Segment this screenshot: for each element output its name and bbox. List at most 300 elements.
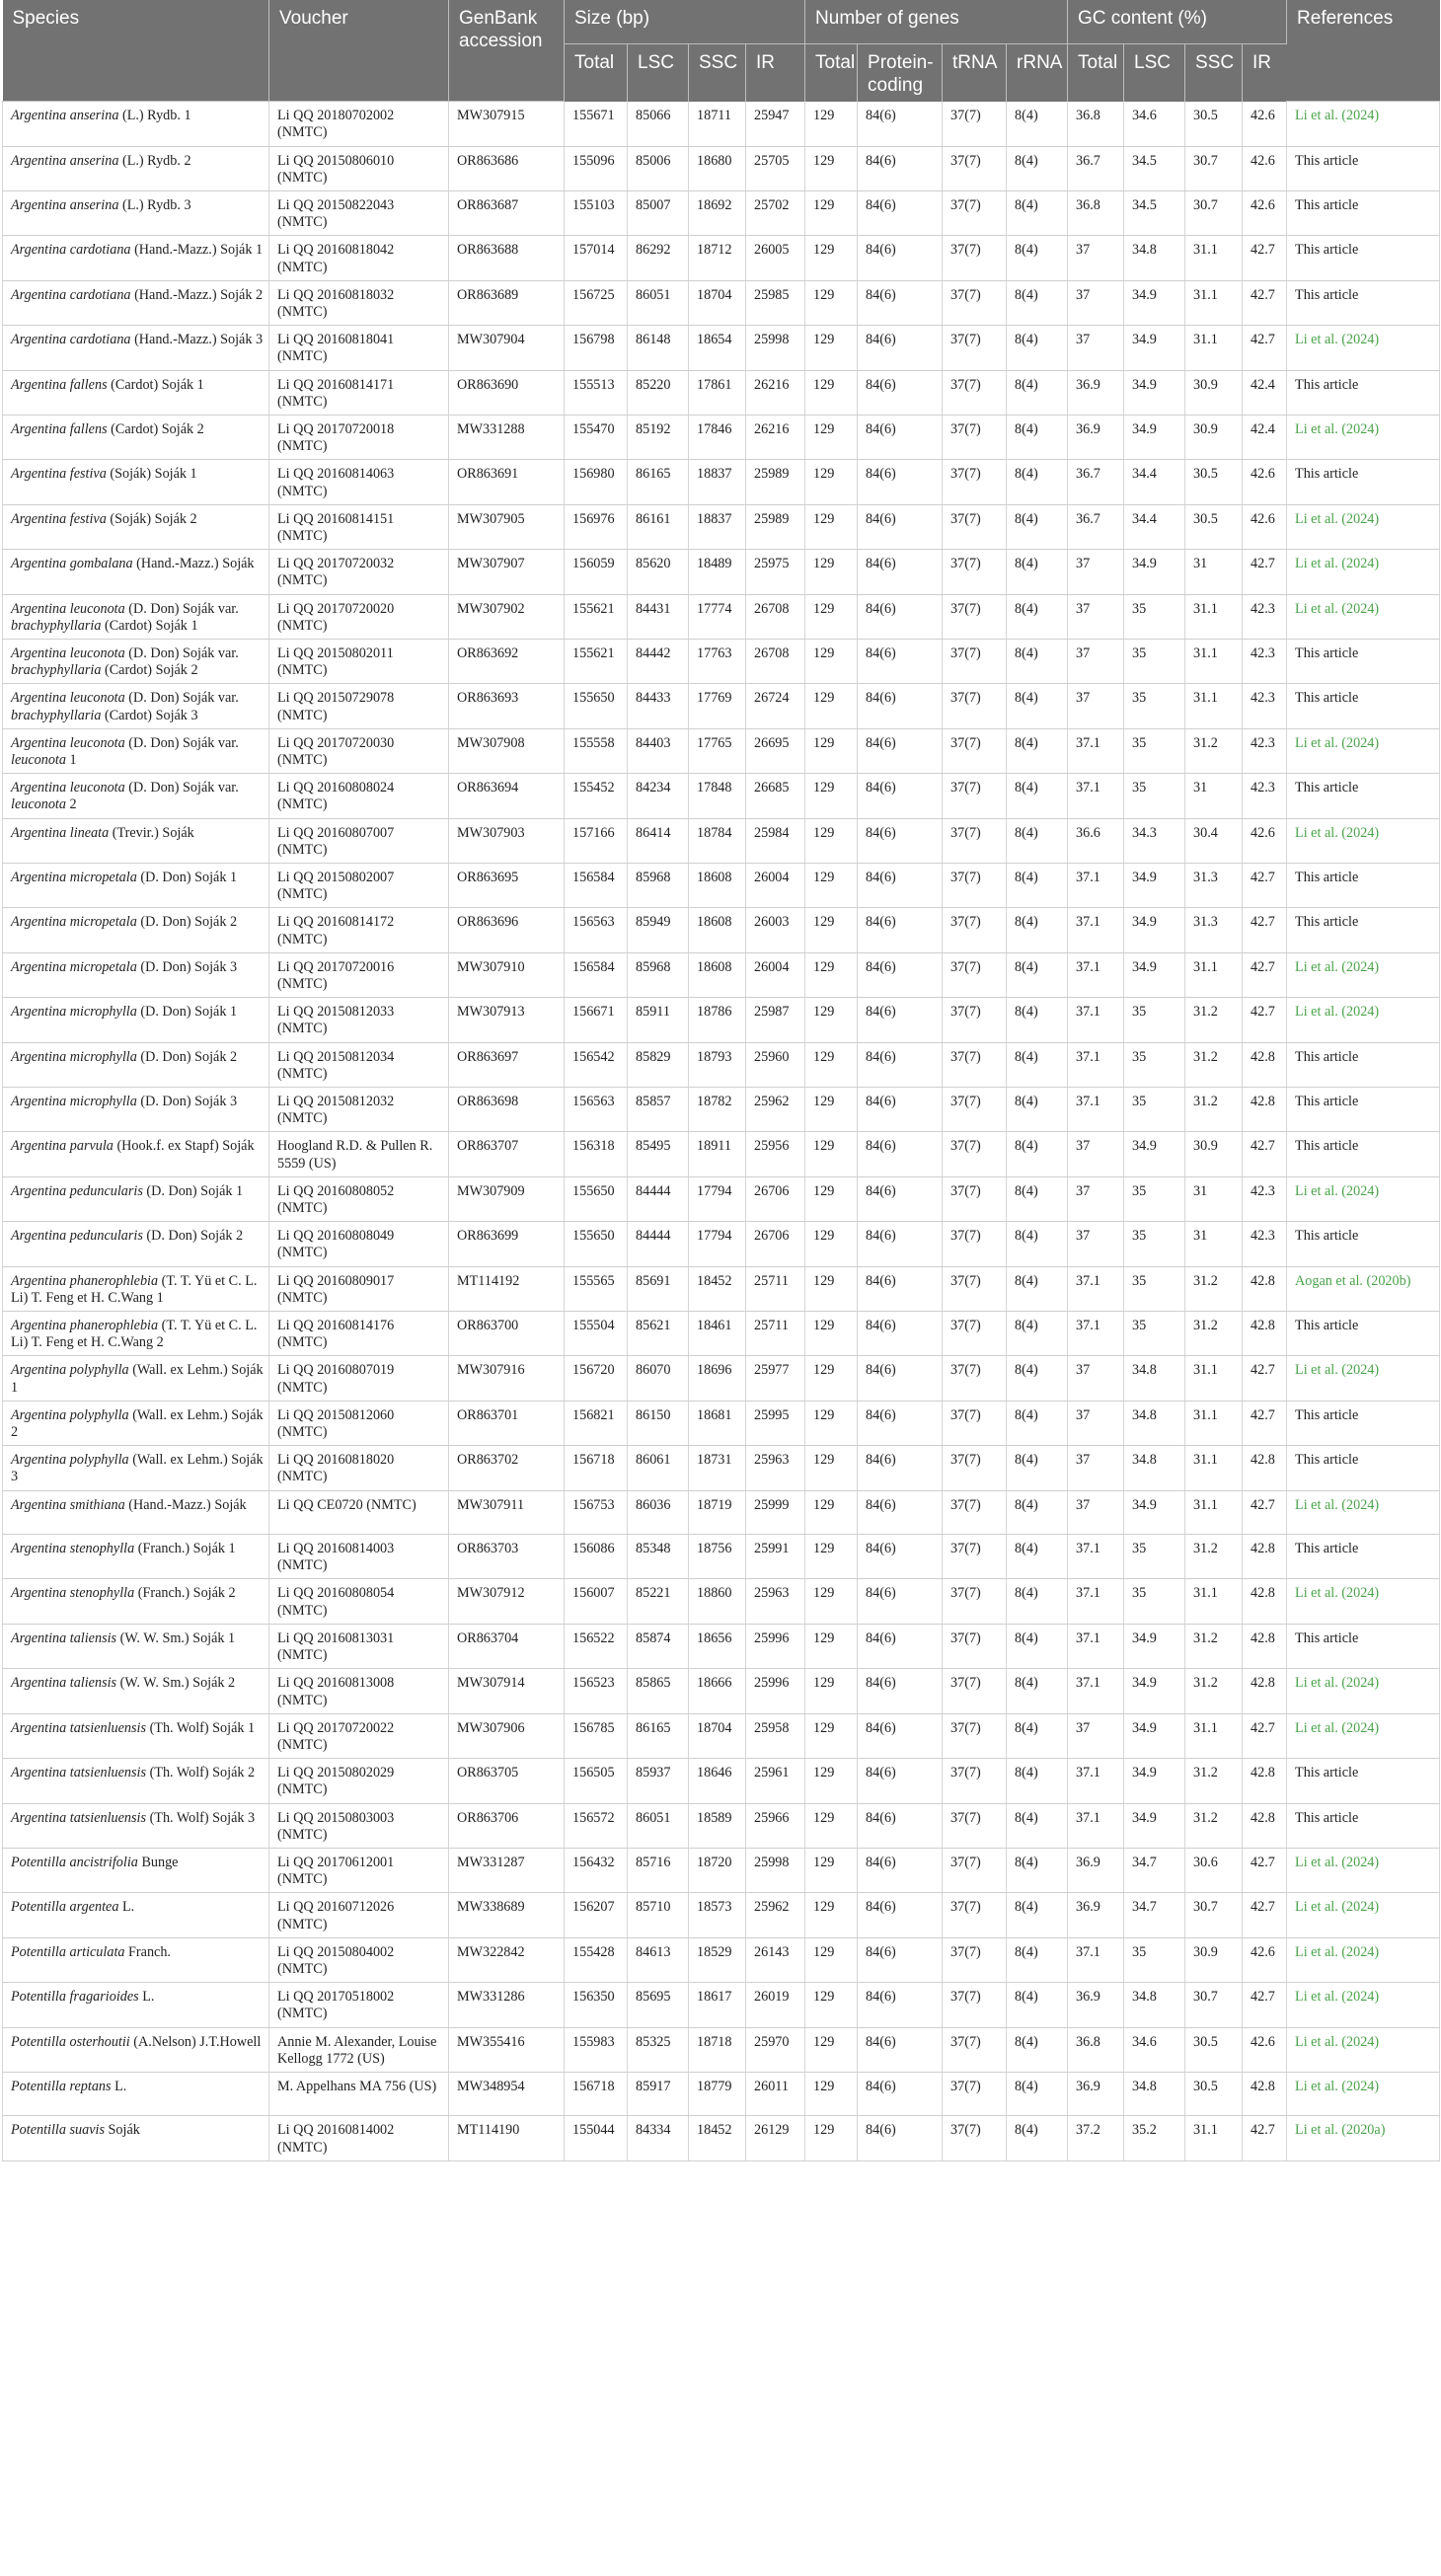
table-row (3, 1669, 1440, 1713)
species-cell (3, 504, 269, 549)
size-ir-cell: 25711 (746, 1312, 805, 1356)
gc-lsc-cell: 35 (1124, 1176, 1185, 1221)
size-ir-cell: 26685 (746, 774, 805, 818)
species-author: (Hand.-Mazz.) Soják (136, 556, 255, 572)
species-cell (3, 1983, 269, 2027)
table-body (3, 102, 1440, 2161)
gc-ir-cell: 42.7 (1243, 1490, 1287, 1534)
size-ssc-cell: 18589 (689, 1803, 746, 1848)
gc-total-cell: 37.1 (1068, 1579, 1124, 1624)
reference-link[interactable]: Li et al. (2024) (1295, 824, 1380, 841)
genes-protein-coding-cell: 84(6) (858, 1490, 943, 1534)
species-author: L. (142, 1989, 155, 2006)
size-total-cell: 155504 (565, 1312, 628, 1356)
size-ir-cell: 26003 (746, 908, 805, 952)
genes-protein-coding-cell: 84(6) (858, 190, 943, 235)
gc-ssc-cell: 31.3 (1185, 908, 1243, 952)
size-ssc-cell: 18452 (689, 2116, 746, 2160)
reference-link[interactable]: Li et al. (2024) (1295, 600, 1380, 617)
gc-lsc-cell: 34.8 (1124, 1356, 1185, 1401)
gc-lsc-cell: 34.9 (1124, 952, 1185, 997)
gc-total-cell: 37.1 (1068, 774, 1124, 818)
species-epithet: polyphylla (69, 1452, 129, 1469)
voucher-cell: Li QQ 20160808049 (NMTC) (269, 1222, 449, 1266)
gc-lsc-cell: 35 (1124, 594, 1185, 639)
genbank-accession-cell: OR863690 (449, 370, 565, 415)
genes-total-cell: 129 (805, 326, 858, 370)
genes-rrna-cell: 8(4) (1007, 1490, 1068, 1534)
table-row (3, 2027, 1440, 2072)
gc-lsc-cell: 34.8 (1124, 1983, 1185, 2027)
size-lsc-cell: 85006 (628, 146, 689, 190)
species-genus: Argentina (11, 734, 67, 751)
gc-total-cell: 36.8 (1068, 2027, 1124, 2072)
species-epithet: micropetala (69, 870, 137, 885)
header-size-total: Total (565, 44, 628, 102)
voucher-cell: Li QQ 20180702002 (NMTC) (269, 102, 449, 146)
reference-link[interactable]: Li et al. (2024) (1295, 734, 1380, 751)
size-ssc-cell: 18489 (689, 550, 746, 594)
reference-link[interactable]: Li et al. (2024) (1295, 1585, 1380, 1602)
reference-cell (1287, 1176, 1440, 1221)
species-author: (D. Don) Soják 1 (140, 1004, 238, 1021)
genbank-accession-cell: MW307906 (449, 1713, 565, 1758)
genbank-accession-cell: OR863691 (449, 460, 565, 504)
genes-rrna-cell: 8(4) (1007, 1088, 1068, 1132)
species-epithet: articulata (69, 1943, 125, 1960)
genes-rrna-cell: 8(4) (1007, 818, 1068, 863)
size-ir-cell: 25958 (746, 1713, 805, 1758)
genbank-accession-cell: MW348954 (449, 2072, 565, 2115)
reference-link[interactable]: Li et al. (2024) (1295, 1004, 1380, 1021)
genes-trna-cell: 37(7) (943, 594, 1007, 639)
genes-total-cell: 129 (805, 1893, 858, 1937)
gc-ir-cell: 42.3 (1243, 1222, 1287, 1266)
gc-lsc-cell: 34.4 (1124, 504, 1185, 549)
size-ssc-cell: 18731 (689, 1446, 746, 1490)
size-ssc-cell: 18704 (689, 1713, 746, 1758)
species-genus: Argentina (11, 286, 67, 303)
gc-lsc-cell: 34.9 (1124, 280, 1185, 325)
gc-lsc-cell: 34.8 (1124, 236, 1185, 280)
species-cell (3, 1713, 269, 1758)
size-ssc-cell: 18666 (689, 1669, 746, 1713)
gc-ssc-cell: 31.1 (1185, 952, 1243, 997)
size-ssc-cell: 18779 (689, 2072, 746, 2115)
gc-ssc-cell: 31.1 (1185, 236, 1243, 280)
gc-ir-cell: 42.7 (1243, 550, 1287, 594)
species-cell (3, 1088, 269, 1132)
species-epithet: tatsienluensis (69, 1809, 147, 1826)
genes-total-cell: 129 (805, 684, 858, 728)
size-ir-cell: 25985 (746, 280, 805, 325)
voucher-cell: Li QQ 20170612001 (NMTC) (269, 1848, 449, 1892)
voucher-cell: Hoogland R.D. & Pullen R. 5559 (US) (269, 1132, 449, 1176)
size-ir-cell: 25963 (746, 1446, 805, 1490)
size-total-cell: 156505 (565, 1759, 628, 1803)
reference-link[interactable]: Li et al. (2024) (1295, 1899, 1380, 1916)
size-total-cell: 156718 (565, 2072, 628, 2115)
gc-ir-cell: 42.7 (1243, 1356, 1287, 1401)
gc-total-cell: 37 (1068, 1132, 1124, 1176)
species-cell (3, 594, 269, 639)
reference-link[interactable]: Li et al. (2024) (1295, 1182, 1380, 1199)
species-epithet: suavis (69, 2122, 105, 2139)
genes-rrna-cell: 8(4) (1007, 908, 1068, 952)
gc-ir-cell: 42.3 (1243, 774, 1287, 818)
voucher-cell: Li QQ 20160814172 (NMTC) (269, 908, 449, 952)
size-ir-cell: 26708 (746, 639, 805, 683)
gc-ssc-cell: 31.2 (1185, 1312, 1243, 1356)
gc-ssc-cell: 30.5 (1185, 2072, 1243, 2115)
species-epithet: cardotiana (69, 332, 131, 348)
genes-rrna-cell: 8(4) (1007, 236, 1068, 280)
species-cell (3, 1312, 269, 1356)
species-genus: Argentina (11, 152, 67, 169)
reference-link[interactable]: Li et al. (2024) (1295, 2078, 1380, 2094)
gc-ir-cell: 42.8 (1243, 1266, 1287, 1311)
gc-ssc-cell: 31 (1185, 774, 1243, 818)
size-total-cell: 155428 (565, 1937, 628, 1982)
size-ssc-cell: 18608 (689, 908, 746, 952)
size-total-cell: 155671 (565, 102, 628, 146)
gc-ir-cell: 42.7 (1243, 998, 1287, 1042)
reference-link[interactable]: Li et al. (2024) (1295, 420, 1380, 437)
species-epithet: cardotiana (69, 242, 131, 259)
genes-trna-cell: 37(7) (943, 1535, 1007, 1579)
header-size-lsc: LSC (628, 44, 689, 102)
genbank-accession-cell: MW307915 (449, 102, 565, 146)
reference-link[interactable]: Li et al. (2024) (1295, 1675, 1380, 1692)
species-genus: Argentina (11, 1541, 67, 1557)
gc-ssc-cell: 31.2 (1185, 998, 1243, 1042)
species-cell (3, 1669, 269, 1713)
reference-cell (1287, 1983, 1440, 2027)
reference-link[interactable]: Li et al. (2020a) (1295, 2122, 1386, 2139)
species-genus: Argentina (11, 332, 67, 348)
genbank-accession-cell: OR863688 (449, 236, 565, 280)
species-author: (Hand.-Mazz.) Soják 3 (134, 332, 264, 348)
species-cell (3, 1176, 269, 1221)
header-genes-rrna: rRNA (1007, 44, 1068, 102)
species-cell (3, 236, 269, 280)
size-total-cell: 155044 (565, 2116, 628, 2160)
size-total-cell: 155565 (565, 1266, 628, 1311)
genes-total-cell: 129 (805, 2027, 858, 2072)
genes-protein-coding-cell: 84(6) (858, 326, 943, 370)
genes-total-cell: 129 (805, 1356, 858, 1401)
gc-ssc-cell: 31.1 (1185, 1713, 1243, 1758)
size-total-cell: 155983 (565, 2027, 628, 2072)
genes-trna-cell: 37(7) (943, 460, 1007, 504)
genbank-accession-cell: OR863699 (449, 1222, 565, 1266)
gc-total-cell: 37 (1068, 1176, 1124, 1221)
size-lsc-cell: 86161 (628, 504, 689, 549)
gc-total-cell: 37 (1068, 594, 1124, 639)
genbank-accession-cell: OR863701 (449, 1401, 565, 1445)
voucher-cell: Li QQ 20160814151 (NMTC) (269, 504, 449, 549)
size-lsc-cell: 86051 (628, 1803, 689, 1848)
gc-ir-cell: 42.6 (1243, 190, 1287, 235)
genes-protein-coding-cell: 84(6) (858, 1401, 943, 1445)
genes-protein-coding-cell: 84(6) (858, 774, 943, 818)
species-genus: Argentina (11, 1452, 67, 1469)
gc-total-cell: 37 (1068, 1490, 1124, 1534)
species-cell (3, 728, 269, 773)
species-epithet: anserina (69, 196, 119, 213)
genbank-accession-cell: OR863702 (449, 1446, 565, 1490)
reference-link[interactable]: Li et al. (2024) (1295, 958, 1380, 975)
species-author: (W. W. Sm.) Soják 2 (119, 1675, 236, 1692)
size-ir-cell: 25995 (746, 1401, 805, 1445)
table-row (3, 236, 1440, 280)
reference-cell (1287, 460, 1440, 504)
genes-total-cell: 129 (805, 236, 858, 280)
genes-trna-cell: 37(7) (943, 728, 1007, 773)
gc-total-cell: 37.1 (1068, 998, 1124, 1042)
species-cell (3, 908, 269, 952)
gc-ssc-cell: 31.2 (1185, 1042, 1243, 1087)
genes-total-cell: 129 (805, 102, 858, 146)
size-total-cell: 156563 (565, 1088, 628, 1132)
gc-lsc-cell: 34.9 (1124, 550, 1185, 594)
species-variety: leuconota (11, 751, 66, 768)
genes-rrna-cell: 8(4) (1007, 864, 1068, 908)
genes-trna-cell: 37(7) (943, 1176, 1007, 1221)
genes-trna-cell: 37(7) (943, 2072, 1007, 2115)
species-genus: Potentilla (11, 1943, 66, 1960)
table-row (3, 952, 1440, 997)
genes-trna-cell: 37(7) (943, 102, 1007, 146)
size-lsc-cell: 85220 (628, 370, 689, 415)
table-row (3, 1042, 1440, 1087)
reference-link[interactable]: Aogan et al. (2020b) (1295, 1272, 1411, 1289)
size-lsc-cell: 86051 (628, 280, 689, 325)
gc-ssc-cell: 30.9 (1185, 370, 1243, 415)
voucher-cell: Li QQ 20160808054 (NMTC) (269, 1579, 449, 1624)
species-genus: Argentina (11, 824, 67, 841)
size-ir-cell: 25991 (746, 1535, 805, 1579)
size-ir-cell: 25705 (746, 146, 805, 190)
species-cell (3, 1848, 269, 1892)
table-row (3, 504, 1440, 549)
size-ssc-cell: 18793 (689, 1042, 746, 1087)
genbank-accession-cell: MW331287 (449, 1848, 565, 1892)
genes-rrna-cell: 8(4) (1007, 1624, 1068, 1668)
species-author: (D. Don) Soják 2 (140, 914, 238, 931)
genbank-accession-cell: MW307913 (449, 998, 565, 1042)
species-genus: Argentina (11, 1809, 67, 1826)
genes-trna-cell: 37(7) (943, 684, 1007, 728)
gc-lsc-cell: 35 (1124, 1042, 1185, 1087)
table-row (3, 908, 1440, 952)
size-ir-cell: 26019 (746, 1983, 805, 2027)
table-row (3, 1490, 1440, 1534)
reference-link[interactable]: Li et al. (2024) (1295, 108, 1380, 124)
reference-link[interactable]: Li et al. (2024) (1295, 1989, 1380, 2006)
gc-ir-cell: 42.4 (1243, 370, 1287, 415)
gc-ir-cell: 42.7 (1243, 1401, 1287, 1445)
reference-text: This article (1295, 376, 1359, 393)
reference-link[interactable]: Li et al. (2024) (1295, 2033, 1380, 2050)
species-cell (3, 864, 269, 908)
species-author: (L.) Rydb. 2 (121, 152, 191, 169)
gc-ir-cell: 42.8 (1243, 1669, 1287, 1713)
genes-protein-coding-cell: 84(6) (858, 1042, 943, 1087)
voucher-cell: M. Appelhans MA 756 (US) (269, 2072, 449, 2115)
gc-ir-cell: 42.8 (1243, 2072, 1287, 2115)
species-genus: Argentina (11, 1496, 67, 1513)
genes-protein-coding-cell: 84(6) (858, 1222, 943, 1266)
size-ssc-cell: 17763 (689, 639, 746, 683)
size-ir-cell: 25966 (746, 1803, 805, 1848)
genes-total-cell: 129 (805, 1713, 858, 1758)
reference-text: This article (1295, 242, 1359, 259)
table-row (3, 1088, 1440, 1132)
voucher-cell: Li QQ 20160807019 (NMTC) (269, 1356, 449, 1401)
gc-ir-cell: 42.7 (1243, 864, 1287, 908)
reference-link[interactable]: Li et al. (2024) (1295, 1496, 1380, 1513)
table-row (3, 1356, 1440, 1401)
reference-text: This article (1295, 1048, 1359, 1065)
genbank-accession-cell: MW355416 (449, 2027, 565, 2072)
gc-ir-cell: 42.7 (1243, 1893, 1287, 1937)
reference-link[interactable]: Li et al. (2024) (1295, 510, 1380, 527)
genbank-accession-cell: MW322842 (449, 1937, 565, 1982)
size-lsc-cell: 85621 (628, 1312, 689, 1356)
size-ssc-cell: 18656 (689, 1624, 746, 1668)
species-epithet: smithiana (69, 1496, 125, 1513)
genes-trna-cell: 37(7) (943, 1490, 1007, 1534)
table-row (3, 1176, 1440, 1221)
size-ssc-cell: 17794 (689, 1222, 746, 1266)
genes-rrna-cell: 8(4) (1007, 1937, 1068, 1982)
genbank-accession-cell: OR863696 (449, 908, 565, 952)
voucher-cell: Li QQ 20160712026 (NMTC) (269, 1893, 449, 1937)
gc-total-cell: 37.1 (1068, 1266, 1124, 1311)
size-lsc-cell: 86292 (628, 236, 689, 280)
genes-total-cell: 129 (805, 550, 858, 594)
size-lsc-cell: 86414 (628, 818, 689, 863)
size-ir-cell: 25962 (746, 1893, 805, 1937)
gc-ir-cell: 42.6 (1243, 1937, 1287, 1982)
species-epithet: micropetala (69, 958, 137, 975)
voucher-cell: Li QQ 20170720018 (NMTC) (269, 415, 449, 459)
genes-rrna-cell: 8(4) (1007, 550, 1068, 594)
reference-link[interactable]: Li et al. (2024) (1295, 556, 1380, 572)
species-variety-author: 1 (65, 751, 77, 768)
gc-ssc-cell: 31.2 (1185, 1669, 1243, 1713)
size-total-cell: 156542 (565, 1042, 628, 1087)
species-cell (3, 1579, 269, 1624)
gc-lsc-cell: 34.3 (1124, 818, 1185, 863)
genbank-accession-cell: MW307916 (449, 1356, 565, 1401)
gc-lsc-cell: 35 (1124, 1312, 1185, 1356)
genes-trna-cell: 37(7) (943, 1579, 1007, 1624)
species-cell (3, 415, 269, 459)
species-author: (L.) Rydb. 1 (121, 108, 191, 124)
species-genus: Argentina (11, 196, 67, 213)
size-lsc-cell: 84444 (628, 1176, 689, 1221)
reference-link[interactable]: Li et al. (2024) (1295, 1943, 1380, 1960)
species-author: (Cardot) Soják 2 (111, 420, 204, 437)
gc-total-cell: 36.7 (1068, 504, 1124, 549)
genes-total-cell: 129 (805, 864, 858, 908)
species-author: L. (121, 1899, 135, 1916)
table-row (3, 1312, 1440, 1356)
reference-link[interactable]: Li et al. (2024) (1295, 1362, 1380, 1379)
size-lsc-cell: 85949 (628, 908, 689, 952)
gc-ir-cell: 42.6 (1243, 504, 1287, 549)
gc-total-cell: 37 (1068, 280, 1124, 325)
reference-text: This article (1295, 1809, 1359, 1826)
size-total-cell: 155650 (565, 1222, 628, 1266)
gc-ir-cell: 42.6 (1243, 102, 1287, 146)
species-cell (3, 2027, 269, 2072)
species-author: (Wall. ex Lehm.) Soják 3 (11, 1452, 264, 1485)
reference-cell (1287, 818, 1440, 863)
gc-total-cell: 36.9 (1068, 415, 1124, 459)
genes-rrna-cell: 8(4) (1007, 2072, 1068, 2115)
gc-lsc-cell: 34.9 (1124, 415, 1185, 459)
size-total-cell: 156318 (565, 1132, 628, 1176)
gc-ir-cell: 42.4 (1243, 415, 1287, 459)
reference-cell (1287, 236, 1440, 280)
voucher-cell: Li QQ 20150812034 (NMTC) (269, 1042, 449, 1087)
gc-lsc-cell: 34.5 (1124, 190, 1185, 235)
genes-rrna-cell: 8(4) (1007, 952, 1068, 997)
gc-total-cell: 36.9 (1068, 370, 1124, 415)
species-epithet: taliensis (69, 1675, 117, 1692)
species-cell (3, 998, 269, 1042)
genes-protein-coding-cell: 84(6) (858, 1759, 943, 1803)
size-ir-cell: 25961 (746, 1759, 805, 1803)
species-cell (3, 1132, 269, 1176)
species-epithet: reptans (69, 2078, 112, 2094)
reference-link[interactable]: Li et al. (2024) (1295, 332, 1380, 348)
gc-lsc-cell: 35.2 (1124, 2116, 1185, 2160)
genome-features-table (2, 0, 1440, 2161)
species-cell (3, 326, 269, 370)
species-cell (3, 1356, 269, 1401)
species-genus: Argentina (11, 1362, 67, 1379)
genes-total-cell: 129 (805, 146, 858, 190)
genbank-accession-cell: MW307911 (449, 1490, 565, 1534)
species-genus: Potentilla (11, 1989, 66, 2006)
gc-ir-cell: 42.7 (1243, 326, 1287, 370)
reference-text: This article (1295, 1452, 1359, 1469)
size-ir-cell: 25998 (746, 326, 805, 370)
reference-link[interactable]: Li et al. (2024) (1295, 1854, 1380, 1870)
header-voucher: Voucher (269, 0, 449, 102)
size-lsc-cell: 85874 (628, 1624, 689, 1668)
voucher-cell: Li QQ 20160809017 (NMTC) (269, 1266, 449, 1311)
genes-protein-coding-cell: 84(6) (858, 684, 943, 728)
genes-trna-cell: 37(7) (943, 1803, 1007, 1848)
voucher-cell: Li QQ 20160818042 (NMTC) (269, 236, 449, 280)
genes-total-cell: 129 (805, 1937, 858, 1982)
reference-text: This article (1295, 152, 1359, 169)
reference-link[interactable]: Li et al. (2024) (1295, 1719, 1380, 1736)
size-ssc-cell: 18711 (689, 102, 746, 146)
species-epithet: leuconota (69, 734, 125, 751)
gc-ssc-cell: 31.1 (1185, 1446, 1243, 1490)
genes-rrna-cell: 8(4) (1007, 146, 1068, 190)
reference-cell (1287, 415, 1440, 459)
reference-cell (1287, 1624, 1440, 1668)
size-lsc-cell: 84431 (628, 594, 689, 639)
gc-ssc-cell: 31.2 (1185, 1266, 1243, 1311)
